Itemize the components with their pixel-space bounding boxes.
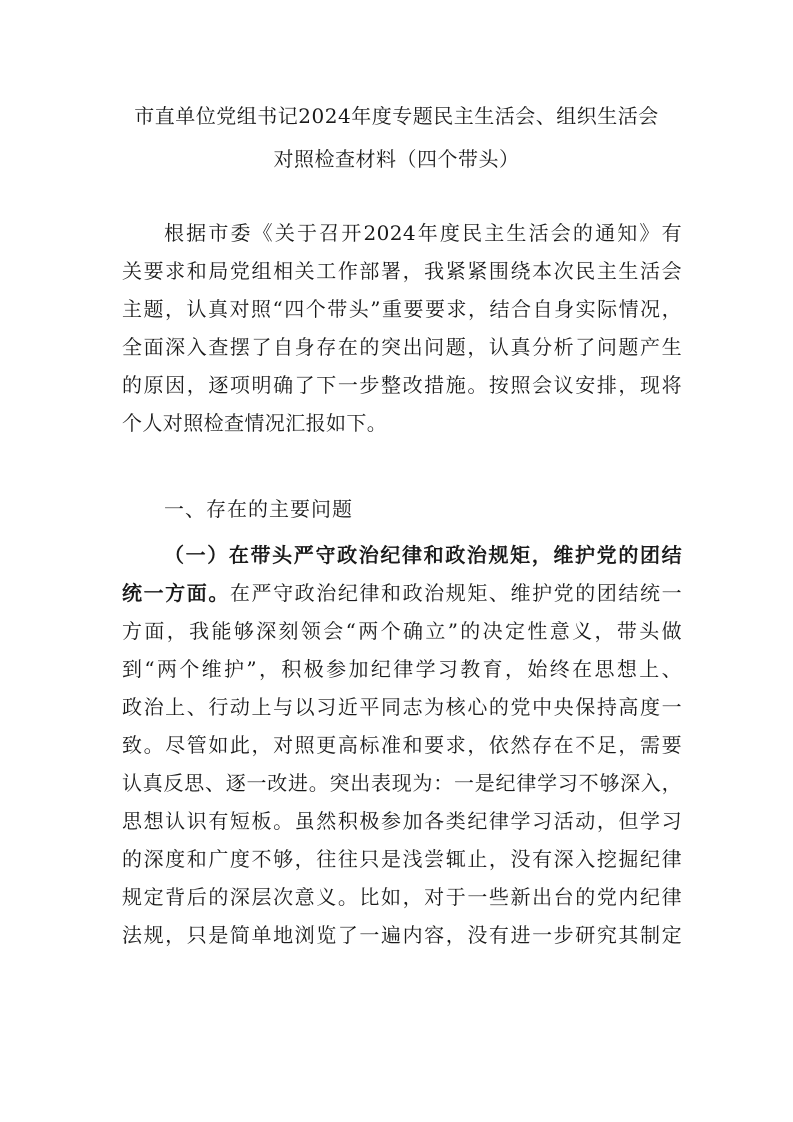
intro-line: 根据市委《关于召开2024年度民主生活会的通知》有	[164, 221, 682, 245]
intro-paragraph	[122, 214, 682, 442]
subsection-line: 的深度和广度不够，往往只是浅尝辄止，没有深入挖掘纪律	[122, 847, 682, 871]
intro-line: 关要求和局党组相关工作部署，我紧紧围绕本次民主生活会	[122, 259, 682, 283]
intro-line: 主题，认真对照“四个带头”重要要求，结合自身实际情况，	[122, 297, 682, 321]
intro-line: 全面深入查摆了自身存在的突出问题，认真分析了问题产生	[122, 335, 682, 359]
subsection-line: 规定背后的深层次意义。比如，对于一些新出台的党内纪律	[122, 885, 682, 909]
document-title-line-1: 市直单位党组书记2024年度专题民主生活会、组织生活会	[134, 104, 659, 128]
subsection-heading-line: （一）在带头严守政治纪律和政治规矩，维护党的团结	[164, 543, 682, 567]
subsection-heading-end: 统一方面。	[122, 581, 230, 605]
subsection-paragraph	[122, 536, 682, 954]
subsection-line: 思想认识有短板。虽然积极参加各类纪律学习活动，但学习	[122, 809, 682, 833]
document-title-line-2: 对照检查材料（四个带头）	[273, 147, 520, 171]
subsection-line	[122, 574, 682, 612]
intro-line: 个人对照检查情况汇报如下。	[122, 411, 388, 435]
subsection-line: 政治上、行动上与以习近平同志为核心的党中央保持高度一	[122, 695, 682, 719]
subsection-line: 致。尽管如此，对照更高标准和要求，依然存在不足，需要	[122, 733, 682, 757]
section-heading: 一、存在的主要问题	[164, 497, 353, 521]
subsection-line: 到“两个维护”，积极参加纪律学习教育，始终在思想上、	[122, 657, 682, 681]
subsection-line: 方面，我能够深刻领会“两个确立”的决定性意义，带头做	[122, 619, 682, 643]
subsection-text: 在严守政治纪律和政治规矩、维护党的团结统一	[229, 581, 682, 605]
subsection-line: 法规，只是简单地浏览了一遍内容，没有进一步研究其制定	[122, 923, 682, 947]
intro-line: 的原因，逐项明确了下一步整改措施。按照会议安排，现将	[122, 373, 682, 397]
subsection-line: 认真反思、逐一改进。突出表现为：一是纪律学习不够深入，	[122, 771, 682, 795]
